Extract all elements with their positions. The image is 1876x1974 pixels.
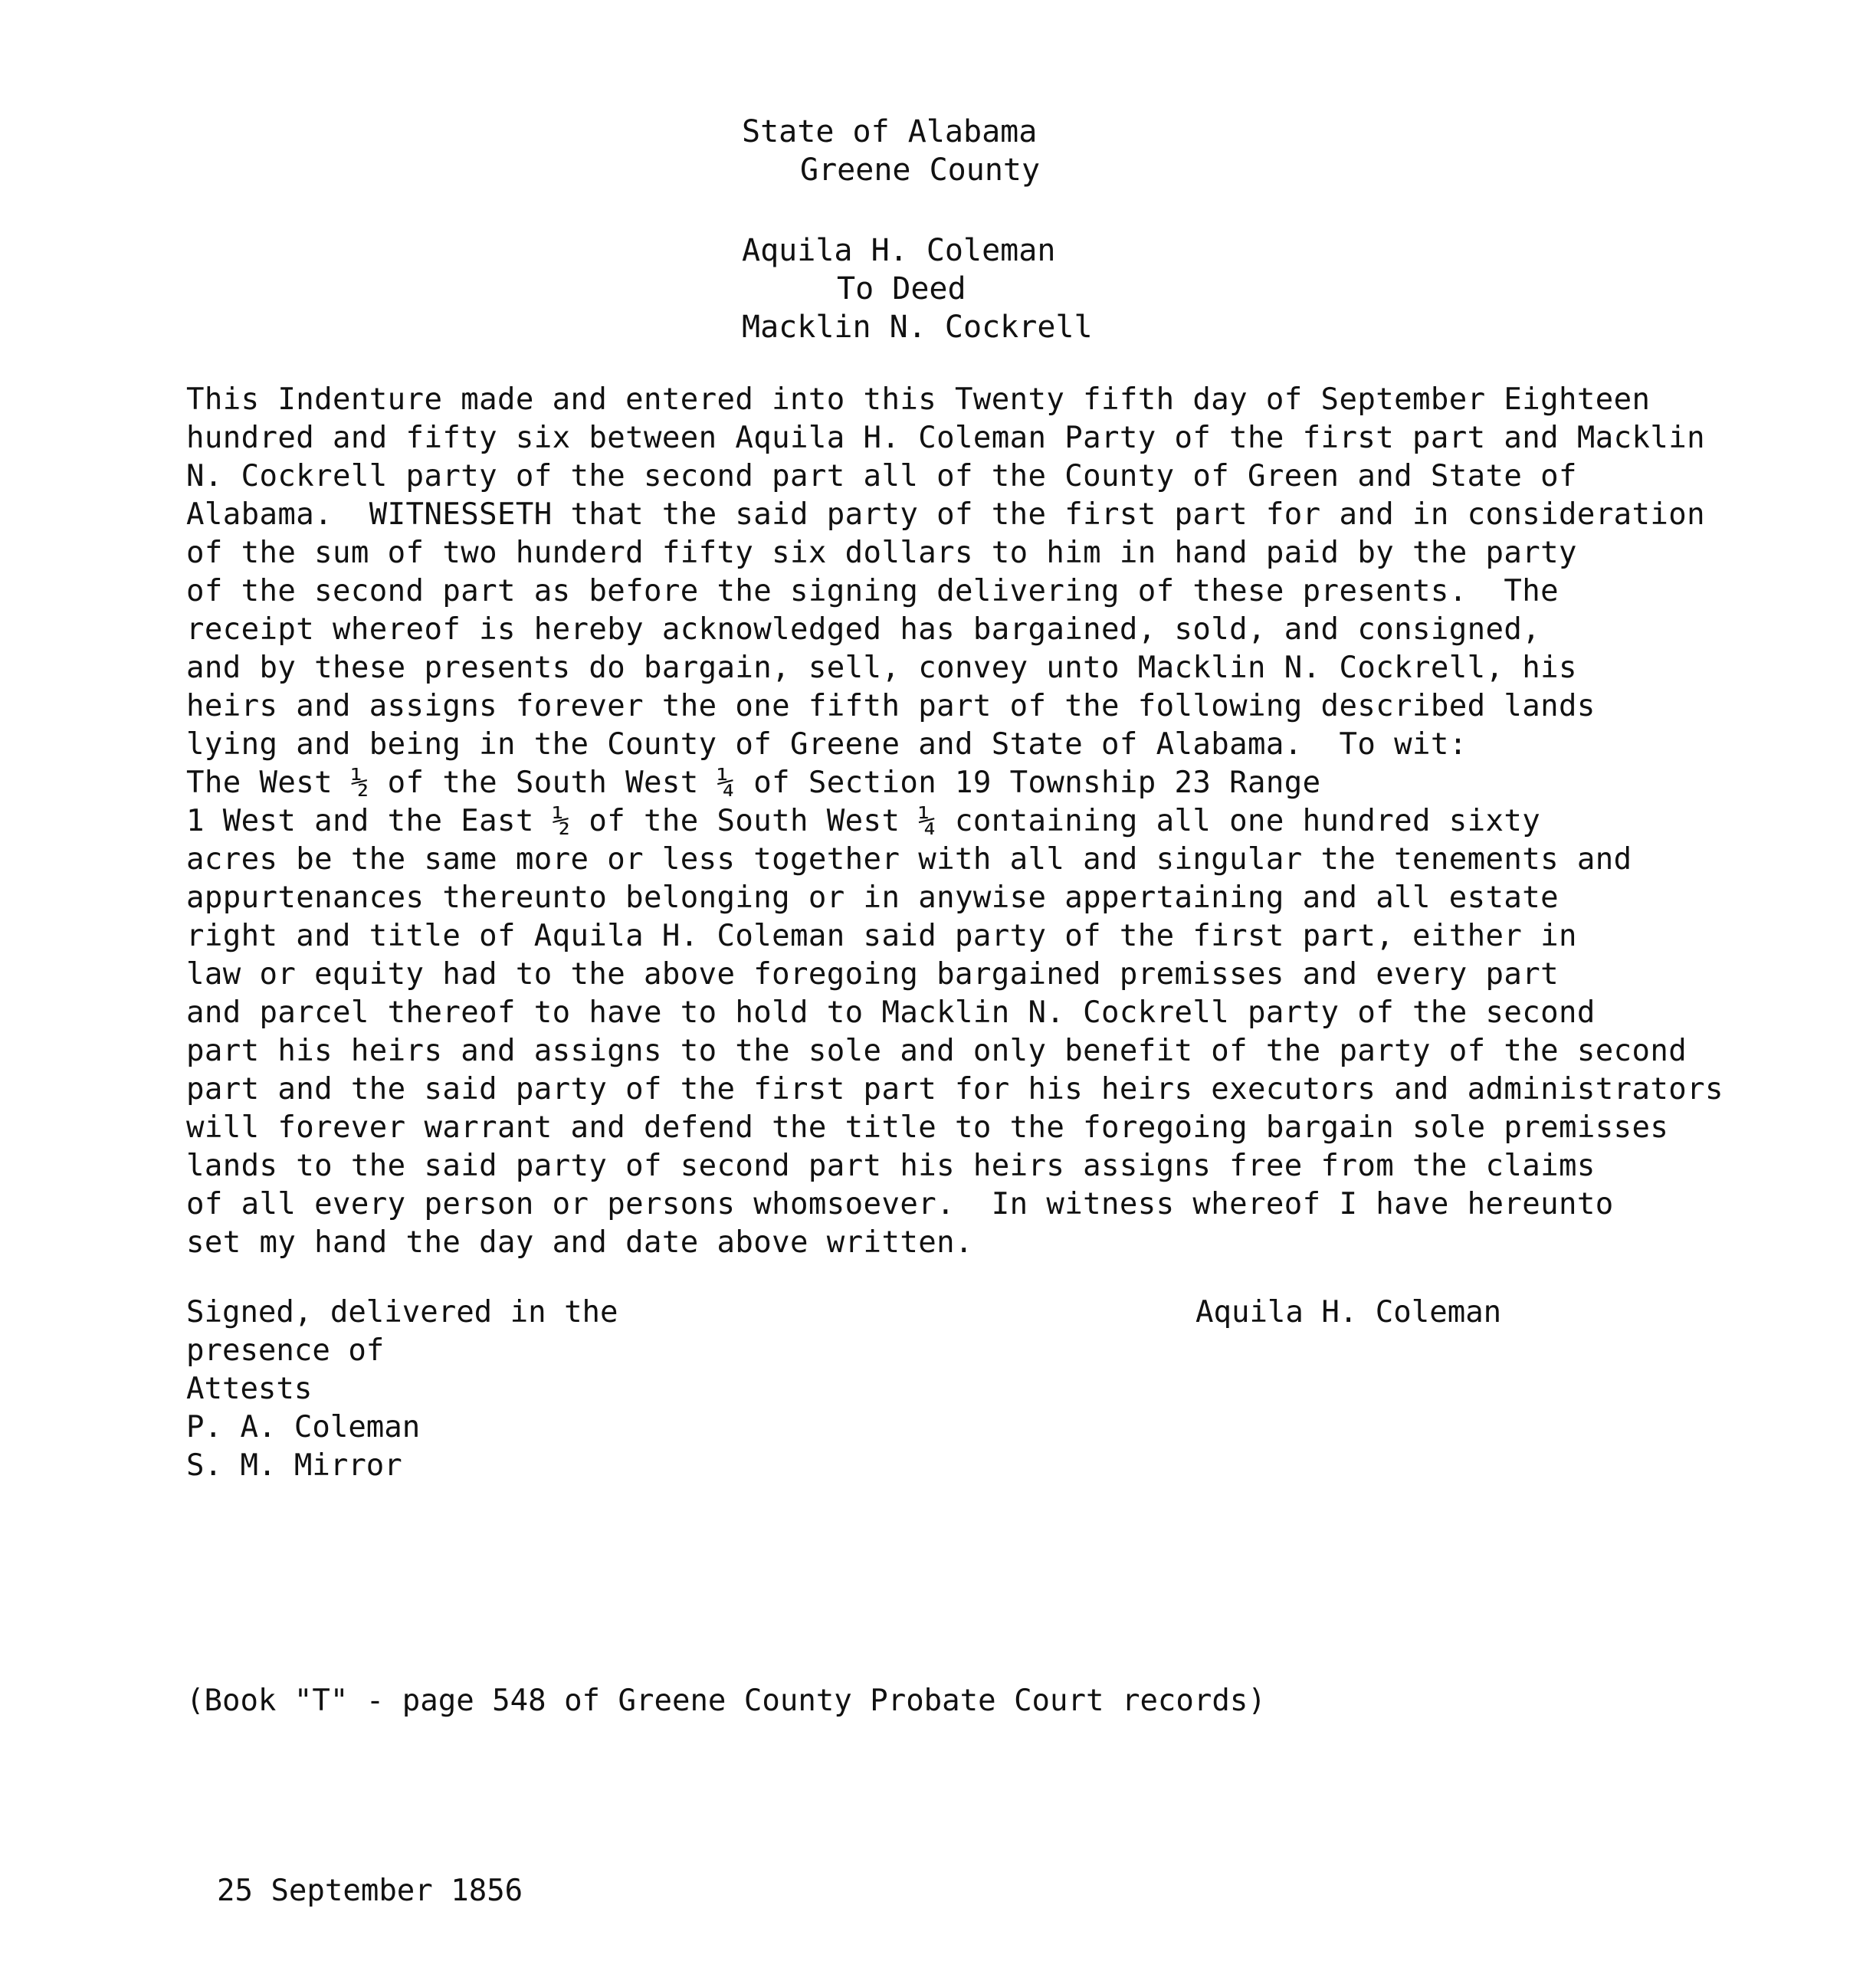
deed-body-line: will forever warrant and defend the title to the foregoing bargain sole premisses [186,1110,1669,1145]
deed-body-line: lying and being in the County of Greene and State of Alabama. To wit: [186,727,1468,762]
deed-body-line: lands to the said party of second part his heirs assigns free from the claims [186,1149,1596,1183]
deed-body-line: This Indenture made and entered into this Twenty fifth day of September Eighteen [186,382,1651,417]
deed-body-line: acres be the same more or less together with all and singular the tenements and [186,842,1632,877]
deed-body-line: Alabama. WITNESSETH that the said party of the first part for and in consideration [186,497,1706,532]
deed-body-line: of all every person or persons whomsoever. In witness whereof I have hereunto [186,1187,1614,1221]
attestation-block [186,1294,618,1485]
deed-body-line: of the sum of two hunderd fifty six dollars to him in hand paid by the party [186,536,1577,570]
deed-body-line: and by these presents do bargain, sell, convey unto Macklin N. Cockrell, his [186,651,1577,685]
deed-body-line: law or equity had to the above foregoing bargained premisses and every part [186,957,1559,992]
attestation-line: Attests [186,1372,313,1406]
witness-name: P. A. Coleman [186,1410,421,1444]
deed-body-line: part and the said party of the first part for his heirs executors and administrators [186,1072,1723,1107]
county-heading: Greene County [800,152,1041,188]
deed-body-line: hundred and fifty six between Aquila H. Coleman Party of the first part and Macklin [186,421,1706,455]
deed-body-line: receipt whereof is hereby acknowledged has bargained, sold, and consigned, [186,612,1541,647]
deed-body-line: part his heirs and assigns to the sole and only benefit of the party of the second [186,1034,1687,1068]
deed-body-line: of the second part as before the signing delivering of these presents. The [186,574,1559,608]
deed-date: 25 September 1856 [217,1874,523,1908]
deed-body-line: set my hand the day and date above written. [186,1225,973,1260]
witness-name: S. M. Mirror [186,1448,402,1483]
deed-body-line: right and title of Aquila H. Coleman said party of the first part, either in [186,919,1577,953]
attestation-line: presence of [186,1333,385,1368]
deed-body [186,381,1723,1262]
deed-body-line: 1 West and the East ½ of the South West ¼ containing all one hundred sixty [186,804,1541,838]
grantee-name: Macklin N. Cockrell [742,310,1093,345]
grantor-name: Aquila H. Coleman [742,233,1056,268]
instrument-type: To Deed [837,271,966,307]
deed-body-line: heirs and assigns forever the one fifth part of the following described lands [186,689,1596,723]
state-heading: State of Alabama [742,114,1038,149]
deed-body-line: and parcel thereof to have to hold to Macklin N. Cockrell party of the second [186,995,1596,1030]
grantor-signature: Aquila H. Coleman [1195,1295,1502,1330]
attestation-line: Signed, delivered in the [186,1295,618,1330]
record-reference: (Book "T" - page 548 of Greene County Probate Court records) [186,1684,1266,1718]
deed-body-line: N. Cockrell party of the second part all of the County of Green and State of [186,459,1577,494]
deed-body-line: The West ½ of the South West ¼ of Section 19 Township 23 Range [186,766,1321,800]
deed-body-line: appurtenances thereunto belonging or in anywise appertaining and all estate [186,880,1559,915]
